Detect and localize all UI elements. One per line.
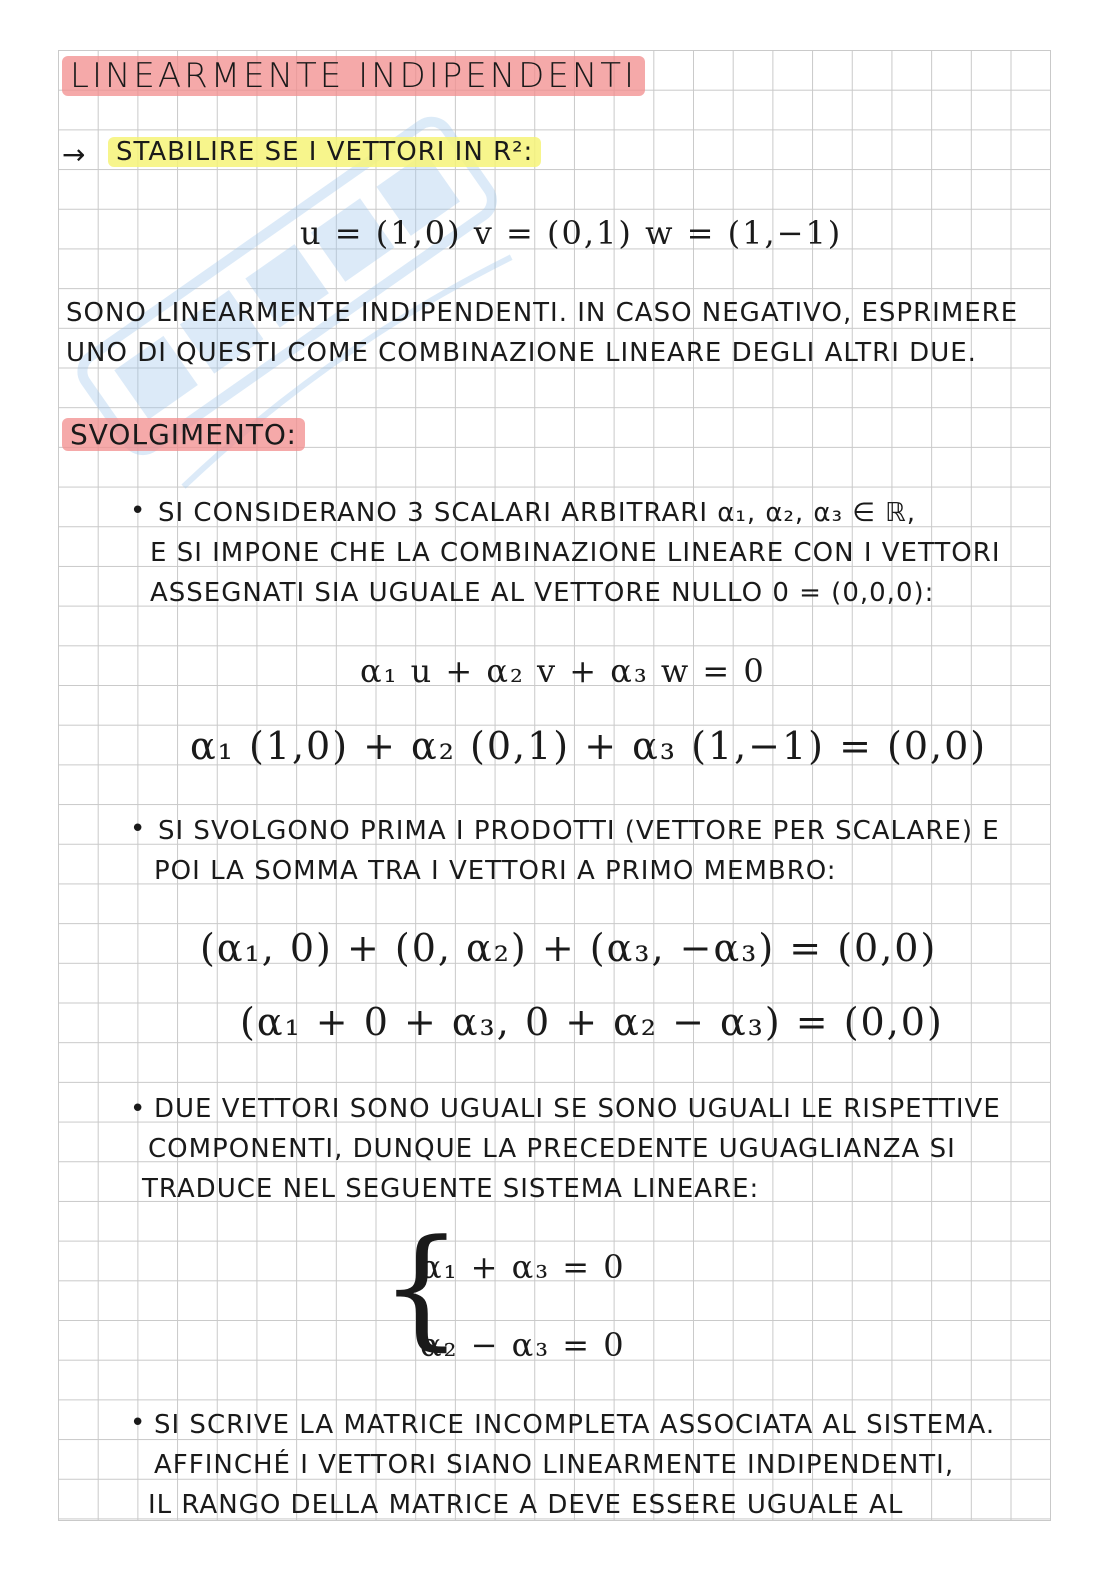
step4-line-2: AFFINCHÉ I VETTORI SIANO LINEARMENTE INDIPENDENTI,	[154, 1450, 955, 1480]
system-equation-1: α₁ + α₃ = 0	[420, 1248, 626, 1286]
bullet-2: •	[130, 814, 146, 844]
bullet-3: •	[130, 1094, 146, 1124]
graph-paper-grid	[58, 50, 1051, 1521]
step4-line-1: SI SCRIVE LA MATRICE INCOMPLETA ASSOCIATA AL SISTEMA.	[154, 1410, 996, 1440]
task-vectors: u = (1,0) v = (0,1) w = (1,−1)	[300, 214, 843, 252]
task-line-2: UNO DI QUESTI COME COMBINAZIONE LINEARE DEGLI ALTRI DUE.	[66, 338, 977, 368]
solution-heading: SVOLGIMENTO:	[62, 418, 305, 451]
step3-line-1: DUE VETTORI SONO UGUALI SE SONO UGUALI LE RISPETTIVE	[154, 1094, 1001, 1124]
system-equation-2: α₂ − α₃ = 0	[420, 1326, 626, 1364]
step1-line-1: SI CONSIDERANO 3 SCALARI ARBITRARI α₁, α₂, α₃ ∈ ℝ,	[158, 498, 917, 528]
step1-line-2: E SI IMPONE CHE LA COMBINAZIONE LINEARE CON I VETTORI	[150, 538, 1001, 568]
task-arrow: →	[62, 138, 87, 171]
step2-equation-1: (α₁, 0) + (0, α₂) + (α₃, −α₃) = (0,0)	[200, 926, 938, 970]
step2-line-2: POI LA SOMMA TRA I VETTORI A PRIMO MEMBRO:	[154, 856, 837, 886]
step2-line-1: SI SVOLGONO PRIMA I PRODOTTI (VETTORE PER SCALARE) E	[158, 816, 1000, 846]
bullet-1: •	[130, 496, 146, 526]
step3-line-3: TRADUCE NEL SEGUENTE SISTEMA LINEARE:	[142, 1174, 760, 1204]
step1-equation-2: α₁ (1,0) + α₂ (0,1) + α₃ (1,−1) = (0,0)	[190, 724, 988, 768]
task-heading: STABILIRE SE I VETTORI IN R²:	[108, 137, 541, 167]
step4-line-3: IL RANGO DELLA MATRICE A DEVE ESSERE UGUALE AL	[148, 1490, 904, 1520]
step1-equation-1: α₁ u + α₂ v + α₃ w = 0	[360, 652, 766, 690]
step1-line-3: ASSEGNATI SIA UGUALE AL VETTORE NULLO 0 = (0,0,0):	[150, 578, 935, 608]
task-line-1: SONO LINEARMENTE INDIPENDENTI. IN CASO NEGATIVO, ESPRIMERE	[66, 298, 1019, 328]
page-title: LINEARMENTE INDIPENDENTI	[62, 56, 645, 96]
system-brace: {	[380, 1211, 463, 1363]
step2-equation-2: (α₁ + 0 + α₃, 0 + α₂ − α₃) = (0,0)	[240, 1000, 944, 1044]
step3-line-2: COMPONENTI, DUNQUE LA PRECEDENTE UGUAGLIANZA SI	[148, 1134, 956, 1164]
bullet-4: •	[130, 1408, 146, 1438]
